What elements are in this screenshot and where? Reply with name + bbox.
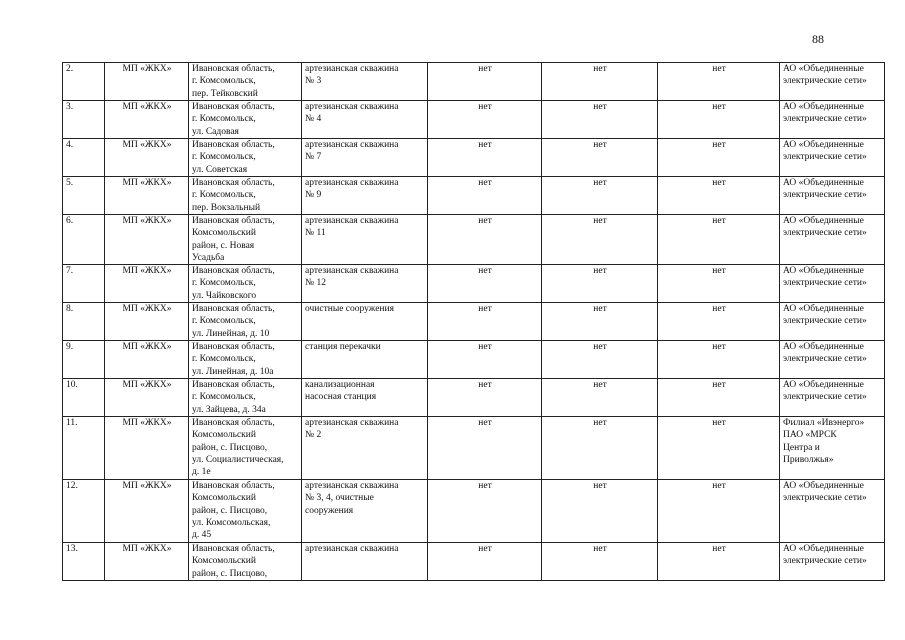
- cell-organization: МП «ЖКХ»: [105, 177, 189, 215]
- cell-object: [302, 101, 428, 139]
- cell-address: [189, 379, 302, 417]
- cell-status-c5: нет: [428, 543, 542, 581]
- cell-organization: МП «ЖКХ»: [105, 480, 189, 543]
- supplier-line: АО «Объединенные: [783, 380, 864, 391]
- cell-object: [302, 63, 428, 101]
- cell-status-c7: нет: [658, 63, 780, 101]
- address-line: ул. Советская: [192, 164, 248, 175]
- cell-status-c6: нет: [542, 101, 658, 139]
- supplier-line: электрические сети»: [783, 392, 867, 403]
- supplier-line: Филиал «Ивэнерго»: [783, 418, 865, 429]
- cell-organization: МП «ЖКХ»: [105, 101, 189, 139]
- cell-status-c7: нет: [658, 417, 780, 480]
- cell-supplier: [780, 177, 885, 215]
- object-line: канализационная: [305, 380, 375, 391]
- supplier-line: АО «Объединенные: [783, 544, 864, 555]
- supplier-line: АО «Объединенные: [783, 216, 864, 226]
- cell-status-c7: нет: [658, 177, 780, 215]
- cell-status-c6: нет: [542, 63, 658, 101]
- object-line: № 12: [305, 278, 326, 289]
- cell-supplier: [780, 543, 885, 581]
- table-row: [63, 63, 885, 101]
- object-line: очистные сооружения: [305, 304, 394, 315]
- cell-row-number: 11.: [63, 417, 105, 480]
- cell-address: [189, 139, 302, 177]
- cell-status-c6: нет: [542, 139, 658, 177]
- cell-address: [189, 177, 302, 215]
- cell-status-c7: нет: [658, 341, 780, 379]
- supplier-line: электрические сети»: [783, 278, 867, 289]
- supplier-line: электрические сети»: [783, 228, 867, 239]
- object-line: артезианская скважина: [305, 216, 399, 226]
- address-line: ул. Социалистическая,: [192, 455, 284, 466]
- object-line: артезианская скважина: [305, 544, 399, 555]
- cell-row-number: 5.: [63, 177, 105, 215]
- cell-status-c6: нет: [542, 303, 658, 341]
- cell-address: [189, 543, 302, 581]
- address-line: Комсомольский: [192, 228, 256, 239]
- supplier-line: Центра и: [783, 442, 820, 453]
- object-line: артезианская скважина: [305, 64, 399, 74]
- cell-supplier: [780, 480, 885, 543]
- cell-status-c5: нет: [428, 341, 542, 379]
- cell-object: [302, 417, 428, 480]
- address-line: пер. Тейковский: [192, 88, 258, 99]
- address-line: г. Комсомольск,: [192, 76, 256, 87]
- cell-organization: МП «ЖКХ»: [105, 417, 189, 480]
- address-line: ул. Линейная, д. 10а: [192, 366, 274, 377]
- address-line: г. Комсомольск,: [192, 278, 256, 289]
- cell-row-number: 6.: [63, 215, 105, 265]
- cell-row-number: 12.: [63, 480, 105, 543]
- address-line: Ивановская область,: [192, 304, 275, 315]
- cell-status-c5: нет: [428, 303, 542, 341]
- cell-organization: МП «ЖКХ»: [105, 543, 189, 581]
- object-line: № 3: [305, 76, 322, 87]
- cell-address: [189, 480, 302, 543]
- object-line: артезианская скважина: [305, 481, 399, 492]
- address-line: ул. Зайцева, д. 34а: [192, 404, 266, 415]
- registry-table-body: [63, 63, 885, 581]
- address-line: г. Комсомольск,: [192, 354, 256, 365]
- supplier-line: электрические сети»: [783, 190, 867, 201]
- address-line: ул. Комсомольская,: [192, 518, 271, 529]
- address-line: Ивановская область,: [192, 178, 275, 188]
- cell-row-number: 10.: [63, 379, 105, 417]
- cell-object: [302, 480, 428, 543]
- object-line: артезианская скважина: [305, 178, 399, 188]
- cell-object: [302, 139, 428, 177]
- registry-table: [62, 62, 885, 581]
- supplier-line: АО «Объединенные: [783, 102, 864, 112]
- cell-status-c7: нет: [658, 101, 780, 139]
- cell-status-c7: нет: [658, 139, 780, 177]
- cell-object: [302, 379, 428, 417]
- table-row: [63, 543, 885, 581]
- address-line: район, с. Писцово,: [192, 568, 268, 579]
- address-line: д. 45: [192, 530, 212, 541]
- supplier-line: электрические сети»: [783, 316, 867, 327]
- address-line: Ивановская область,: [192, 140, 275, 150]
- cell-organization: МП «ЖКХ»: [105, 379, 189, 417]
- cell-status-c6: нет: [542, 417, 658, 480]
- cell-row-number: 9.: [63, 341, 105, 379]
- supplier-line: АО «Объединенные: [783, 64, 864, 74]
- table-row: [63, 417, 885, 480]
- address-line: Комсомольский: [192, 493, 256, 504]
- object-line: № 4: [305, 114, 322, 125]
- address-line: район, с. Писцово,: [192, 442, 268, 453]
- cell-status-c7: нет: [658, 215, 780, 265]
- object-line: № 11: [305, 228, 326, 239]
- supplier-line: электрические сети»: [783, 76, 867, 87]
- table-row: [63, 139, 885, 177]
- cell-status-c6: нет: [542, 177, 658, 215]
- cell-supplier: [780, 379, 885, 417]
- address-line: д. 1е: [192, 467, 211, 478]
- cell-row-number: 3.: [63, 101, 105, 139]
- supplier-line: ПАО «МРСК: [783, 430, 837, 441]
- object-line: № 7: [305, 152, 322, 163]
- object-line: артезианская скважина: [305, 418, 399, 429]
- address-line: ул. Линейная, д. 10: [192, 328, 270, 339]
- supplier-line: АО «Объединенные: [783, 342, 864, 353]
- cell-organization: МП «ЖКХ»: [105, 265, 189, 303]
- address-line: Ивановская область,: [192, 342, 275, 353]
- page-number: 88: [812, 32, 824, 46]
- address-line: Усадьба: [192, 252, 225, 263]
- cell-status-c7: нет: [658, 379, 780, 417]
- cell-supplier: [780, 341, 885, 379]
- cell-supplier: [780, 101, 885, 139]
- cell-status-c6: нет: [542, 215, 658, 265]
- cell-status-c5: нет: [428, 139, 542, 177]
- cell-row-number: 13.: [63, 543, 105, 581]
- cell-status-c6: нет: [542, 543, 658, 581]
- cell-status-c5: нет: [428, 63, 542, 101]
- address-line: Ивановская область,: [192, 266, 275, 277]
- address-line: Ивановская область,: [192, 64, 275, 74]
- table-row: [63, 379, 885, 417]
- cell-organization: МП «ЖКХ»: [105, 63, 189, 101]
- cell-object: [302, 543, 428, 581]
- table-row: [63, 480, 885, 543]
- supplier-line: электрические сети»: [783, 354, 867, 365]
- address-line: пер. Вокзальный: [192, 202, 261, 213]
- object-line: артезианская скважина: [305, 102, 399, 112]
- cell-status-c7: нет: [658, 265, 780, 303]
- object-line: артезианская скважина: [305, 266, 399, 277]
- supplier-line: АО «Объединенные: [783, 178, 864, 188]
- object-line: насосная станция: [305, 392, 377, 403]
- cell-row-number: 4.: [63, 139, 105, 177]
- cell-status-c5: нет: [428, 215, 542, 265]
- table-row: [63, 177, 885, 215]
- cell-supplier: [780, 215, 885, 265]
- cell-status-c6: нет: [542, 480, 658, 543]
- cell-object: [302, 341, 428, 379]
- cell-organization: МП «ЖКХ»: [105, 303, 189, 341]
- cell-object: [302, 215, 428, 265]
- address-line: Ивановская область,: [192, 481, 275, 492]
- cell-address: [189, 101, 302, 139]
- cell-status-c5: нет: [428, 265, 542, 303]
- cell-status-c7: нет: [658, 303, 780, 341]
- table-row: [63, 341, 885, 379]
- cell-status-c5: нет: [428, 177, 542, 215]
- supplier-line: электрические сети»: [783, 556, 867, 567]
- cell-row-number: 7.: [63, 265, 105, 303]
- cell-organization: МП «ЖКХ»: [105, 341, 189, 379]
- table-row: [63, 101, 885, 139]
- address-line: г. Комсомольск,: [192, 114, 256, 125]
- address-line: Ивановская область,: [192, 380, 275, 391]
- object-line: сооружения: [305, 505, 354, 516]
- cell-row-number: 2.: [63, 63, 105, 101]
- object-line: № 2: [305, 430, 322, 441]
- supplier-line: АО «Объединенные: [783, 304, 864, 315]
- supplier-line: электрические сети»: [783, 152, 867, 163]
- cell-row-number: 8.: [63, 303, 105, 341]
- cell-address: [189, 417, 302, 480]
- address-line: Ивановская область,: [192, 544, 275, 555]
- address-line: ул. Садовая: [192, 126, 239, 137]
- cell-supplier: [780, 63, 885, 101]
- cell-status-c6: нет: [542, 265, 658, 303]
- cell-status-c5: нет: [428, 379, 542, 417]
- address-line: Комсомольский: [192, 430, 256, 441]
- cell-address: [189, 303, 302, 341]
- supplier-line: АО «Объединенные: [783, 140, 864, 150]
- cell-address: [189, 341, 302, 379]
- address-line: Ивановская область,: [192, 102, 275, 112]
- cell-organization: МП «ЖКХ»: [105, 139, 189, 177]
- cell-address: [189, 215, 302, 265]
- address-line: район, с. Новая: [192, 240, 255, 251]
- address-line: район, с. Писцово,: [192, 505, 268, 516]
- supplier-line: электрические сети»: [783, 493, 867, 504]
- table-row: [63, 303, 885, 341]
- cell-object: [302, 265, 428, 303]
- cell-object: [302, 303, 428, 341]
- cell-status-c6: нет: [542, 379, 658, 417]
- cell-address: [189, 265, 302, 303]
- cell-status-c5: нет: [428, 101, 542, 139]
- address-line: г. Комсомольск,: [192, 190, 256, 201]
- cell-supplier: [780, 303, 885, 341]
- address-line: ул. Чайковского: [192, 290, 257, 301]
- cell-supplier: [780, 265, 885, 303]
- object-line: № 9: [305, 190, 322, 201]
- object-line: станция перекачки: [305, 342, 381, 353]
- cell-status-c7: нет: [658, 480, 780, 543]
- cell-status-c7: нет: [658, 543, 780, 581]
- cell-supplier: [780, 139, 885, 177]
- supplier-line: электрические сети»: [783, 114, 867, 125]
- address-line: г. Комсомольск,: [192, 152, 256, 163]
- address-line: Комсомольский: [192, 556, 256, 567]
- cell-supplier: [780, 417, 885, 480]
- table-row: [63, 215, 885, 265]
- cell-organization: МП «ЖКХ»: [105, 215, 189, 265]
- cell-object: [302, 177, 428, 215]
- address-line: г. Комсомольск,: [192, 316, 256, 327]
- cell-address: [189, 63, 302, 101]
- supplier-line: АО «Объединенные: [783, 266, 864, 277]
- address-line: Ивановская область,: [192, 216, 275, 226]
- object-line: артезианская скважина: [305, 140, 399, 150]
- cell-status-c6: нет: [542, 341, 658, 379]
- supplier-line: Приволжья»: [783, 455, 834, 466]
- object-line: № 3, 4, очистные: [305, 493, 374, 504]
- cell-status-c5: нет: [428, 480, 542, 543]
- cell-status-c5: нет: [428, 417, 542, 480]
- supplier-line: АО «Объединенные: [783, 481, 864, 492]
- address-line: г. Комсомольск,: [192, 392, 256, 403]
- table-row: [63, 265, 885, 303]
- address-line: Ивановская область,: [192, 418, 275, 429]
